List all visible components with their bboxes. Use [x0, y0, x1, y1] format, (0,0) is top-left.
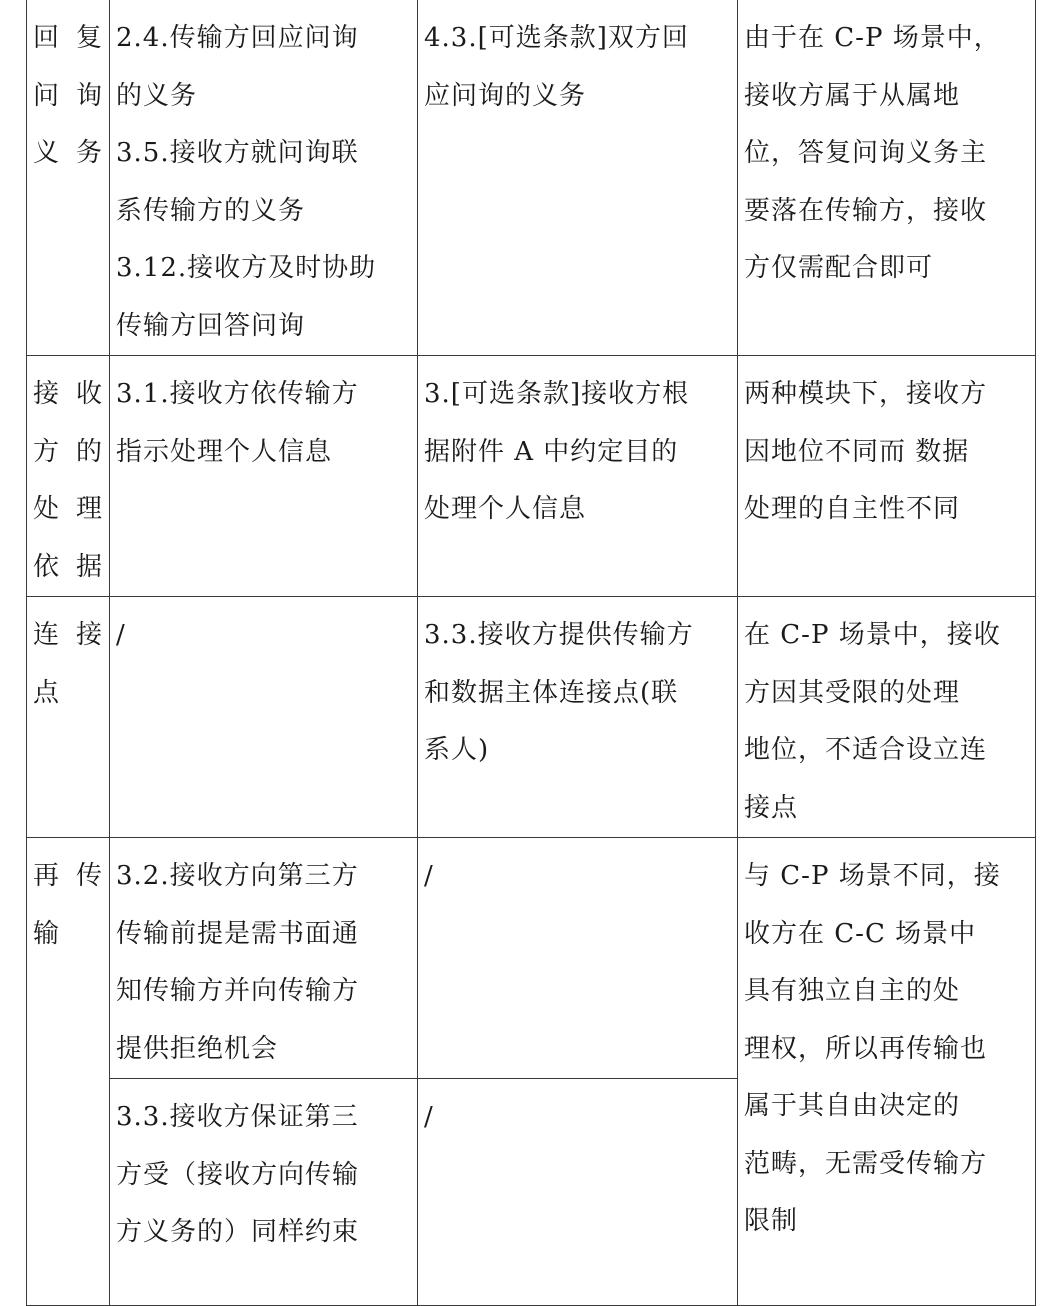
cp-line: 2.4.传输方回应问询	[116, 23, 359, 53]
cp-line: 3.3.接收方保证第三	[116, 1102, 359, 1132]
cc-line: /	[424, 1102, 434, 1132]
cp-line: 指示处理个人信息	[116, 436, 333, 467]
note-cell	[738, 838, 1036, 1306]
topic-line: 连接	[33, 620, 103, 650]
note-line: 限制	[744, 1206, 799, 1236]
cc-line: 4.3.[可选条款]双方回	[424, 23, 689, 53]
cc-line: 应问询的义务	[424, 80, 587, 111]
topic-line: 依据	[33, 551, 103, 582]
note-cell	[738, 597, 1036, 838]
note-cell	[738, 356, 1036, 597]
cp-line: 的义务	[116, 80, 198, 111]
note-line: 处理的自主性不同	[744, 494, 961, 524]
comparison-table	[26, 0, 1036, 1306]
cc-clause-cell	[418, 838, 738, 1079]
cc-clause-cell	[418, 0, 738, 356]
topic-cell	[27, 597, 110, 838]
note-line: 收方在 C-C 场景中	[744, 918, 977, 949]
table-row	[27, 838, 1036, 1079]
topic-line: 义务	[33, 138, 103, 168]
topic-cell	[27, 0, 110, 356]
note-cell	[738, 0, 1036, 356]
topic-line: 再传	[33, 861, 103, 891]
cc-line: 系人)	[424, 735, 490, 765]
cp-clause-cell	[110, 1079, 418, 1306]
cc-line: /	[424, 861, 434, 891]
topic-line: 接收	[33, 379, 103, 409]
topic-line: 输	[33, 918, 61, 949]
cp-line: 3.12.接收方及时协助	[116, 253, 377, 283]
cc-clause-cell	[418, 356, 738, 597]
table-row	[27, 356, 1036, 597]
topic-line: 点	[33, 677, 61, 708]
cc-line: 据附件 A 中约定目的	[424, 436, 679, 467]
note-line: 与 C-P 场景不同，接	[744, 861, 1001, 891]
table-row	[27, 597, 1036, 838]
note-line: 接收方属于从属地	[744, 80, 961, 111]
cc-clause-cell	[418, 597, 738, 838]
cc-clause-cell	[418, 1079, 738, 1306]
topic-line: 方的	[33, 436, 103, 467]
cp-line: 系传输方的义务	[116, 195, 306, 226]
note-line: 由于在 C-P 场景中，	[744, 23, 1001, 53]
topic-line: 处理	[33, 494, 103, 524]
cp-clause-cell	[110, 0, 418, 356]
table-row	[27, 0, 1036, 356]
cc-line: 处理个人信息	[424, 494, 587, 524]
note-line: 方仅需配合即可	[744, 253, 934, 283]
note-line: 位，答复问询义务主	[744, 138, 988, 168]
note-line: 两种模块下，接收方	[744, 379, 988, 409]
note-line: 因地位不同而 数据	[744, 436, 970, 467]
cp-line: 方义务的）同样约束	[116, 1217, 360, 1247]
note-line: 方因其受限的处理	[744, 677, 961, 708]
topic-line: 回复	[33, 23, 103, 53]
cp-line: 3.5.接收方就问询联	[116, 138, 359, 168]
cp-line: 传输前提是需书面通	[116, 918, 360, 949]
note-line: 要落在传输方，接收	[744, 195, 988, 226]
note-line: 地位，不适合设立连	[744, 735, 988, 765]
cp-line: /	[116, 620, 126, 650]
cp-clause-cell	[110, 356, 418, 597]
cp-clause-cell	[110, 838, 418, 1079]
cp-line: 3.1.接收方依传输方	[116, 379, 359, 409]
note-line: 在 C-P 场景中，接收	[744, 620, 1001, 650]
cc-line: 和数据主体连接点(联	[424, 677, 679, 708]
cp-line: 3.2.接收方向第三方	[116, 861, 359, 891]
note-line: 具有独立自主的处	[744, 976, 961, 1006]
cp-line: 知传输方并向传输方	[116, 976, 360, 1006]
cp-line: 方受（接收方向传输	[116, 1159, 360, 1190]
cp-line: 提供拒绝机会	[116, 1033, 279, 1064]
cc-line: 3.[可选条款]接收方根	[424, 379, 690, 409]
topic-line: 问询	[33, 80, 103, 111]
topic-cell	[27, 838, 110, 1306]
note-line: 范畴，无需受传输方	[744, 1148, 988, 1179]
note-line: 接点	[744, 792, 799, 823]
note-line: 属于其自由决定的	[744, 1091, 961, 1121]
topic-cell	[27, 356, 110, 597]
cp-clause-cell	[110, 597, 418, 838]
note-line: 理权，所以再传输也	[744, 1033, 988, 1064]
cc-line: 3.3.接收方提供传输方	[424, 620, 694, 650]
cp-line: 传输方回答问询	[116, 310, 306, 341]
